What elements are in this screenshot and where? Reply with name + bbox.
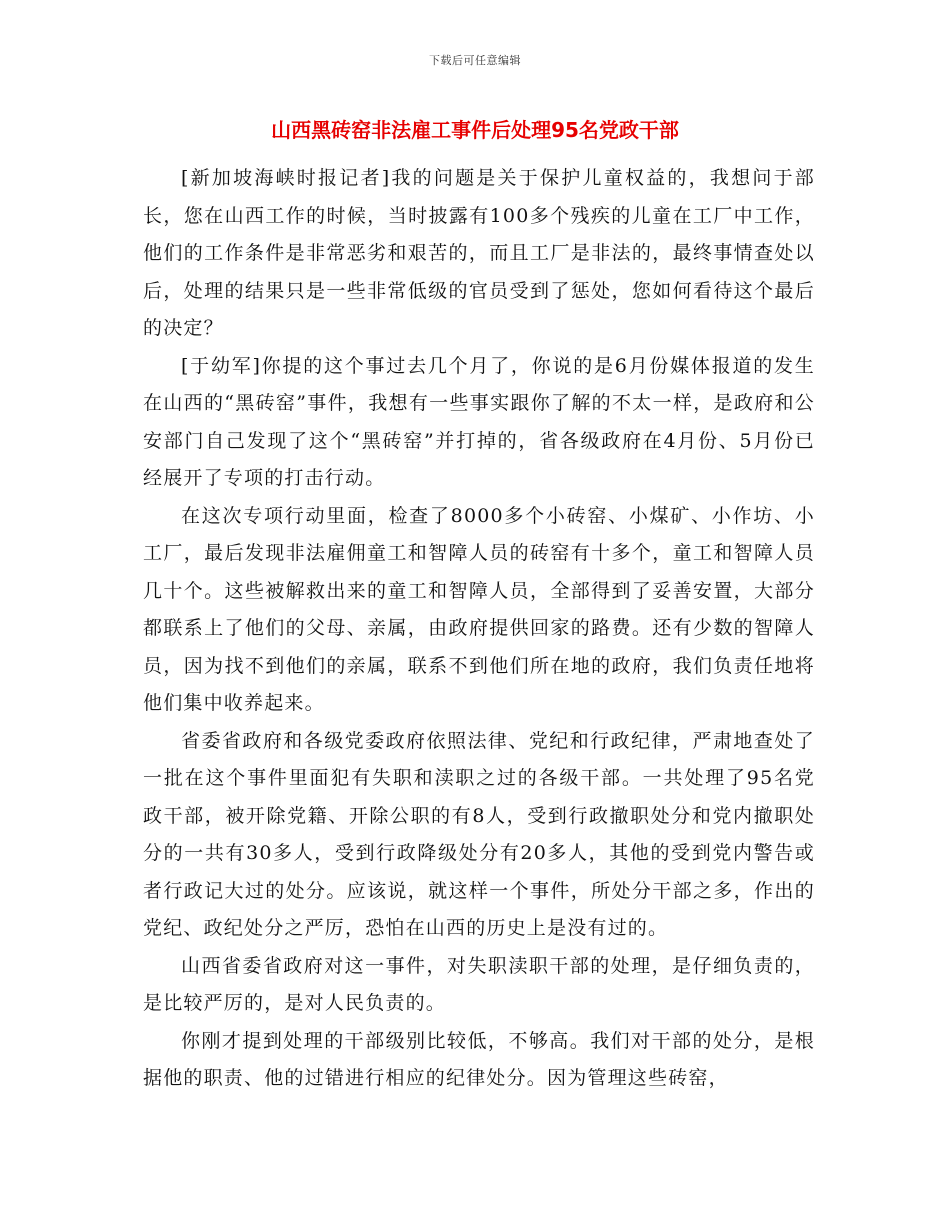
paragraph-1: [新加坡海峡时报记者]我的问题是关于保护儿童权益的，我想问于部长，您在山西工作的时候，当时披露有100多个残疾的儿童在工厂中工作，他们的工作条件是非常恶劣和艰苦的，而且工厂是非法的，最终事情查处以后，处理的结果只是一些非常低级的官员受到了惩处，您如何看待这个最后的决定？ — [143, 167, 815, 339]
paragraph-3: 在这次专项行动里面，检查了8000多个小砖窑、小煤矿、小作坊、小工厂，最后发现非法雇佣童工和智障人员的砖窑有十多个，童工和智障人员几十个。这些被解救出来的童工和智障人员，全部得到了妥善安置，大部分都联系上了他们的父母、亲属，由政府提供回家的路费。还有少数的智障人员，因为找不到他们的亲属，联系不到他们所在地的政府，我们负责任地将他们集中收养起来。 — [143, 504, 815, 714]
paragraph-6: 你刚才提到处理的干部级别比较低，不够高。我们对干部的处分，是根据他的职责、他的过错进行相应的纪律处分。因为管理这些砖窑， — [143, 1029, 815, 1089]
paragraph-2: [于幼军]你提的这个事过去几个月了，你说的是6月份媒体报道的发生在山西的“黑砖窑”事件，我想有一些事实跟你了解的不太一样，是政府和公安部门自己发现了这个“黑砖窑”并打掉的，省各级政府在4月份、5月份已经展开了专项的打击行动。 — [143, 354, 815, 489]
paragraph-5: 山西省委省政府对这一事件，对失职渎职干部的处理，是仔细负责的，是比较严厉的，是对人民负责的。 — [143, 954, 815, 1014]
document-body — [143, 160, 815, 1098]
paragraph-4: 省委省政府和各级党委政府依照法律、党纪和行政纪律，严肃地查处了一批在这个事件里面犯有失职和渎职之过的各级干部。一共处理了95名党政干部，被开除党籍、开除公职的有8人，受到行政撤职处分和党内撤职处分的一共有30多人，受到行政降级处分有20多人，其他的受到党内警告或者行政记大过的处分。应该说，就这样一个事件，所处分干部之多，作出的党纪、政纪处分之严厉，恐怕在山西的历史上是没有过的。 — [143, 729, 815, 939]
document-title: 山西黑砖窑非法雇工事件后处理95名党政干部 — [271, 118, 679, 142]
page-header-note: 下载后可任意编辑 — [429, 54, 521, 67]
